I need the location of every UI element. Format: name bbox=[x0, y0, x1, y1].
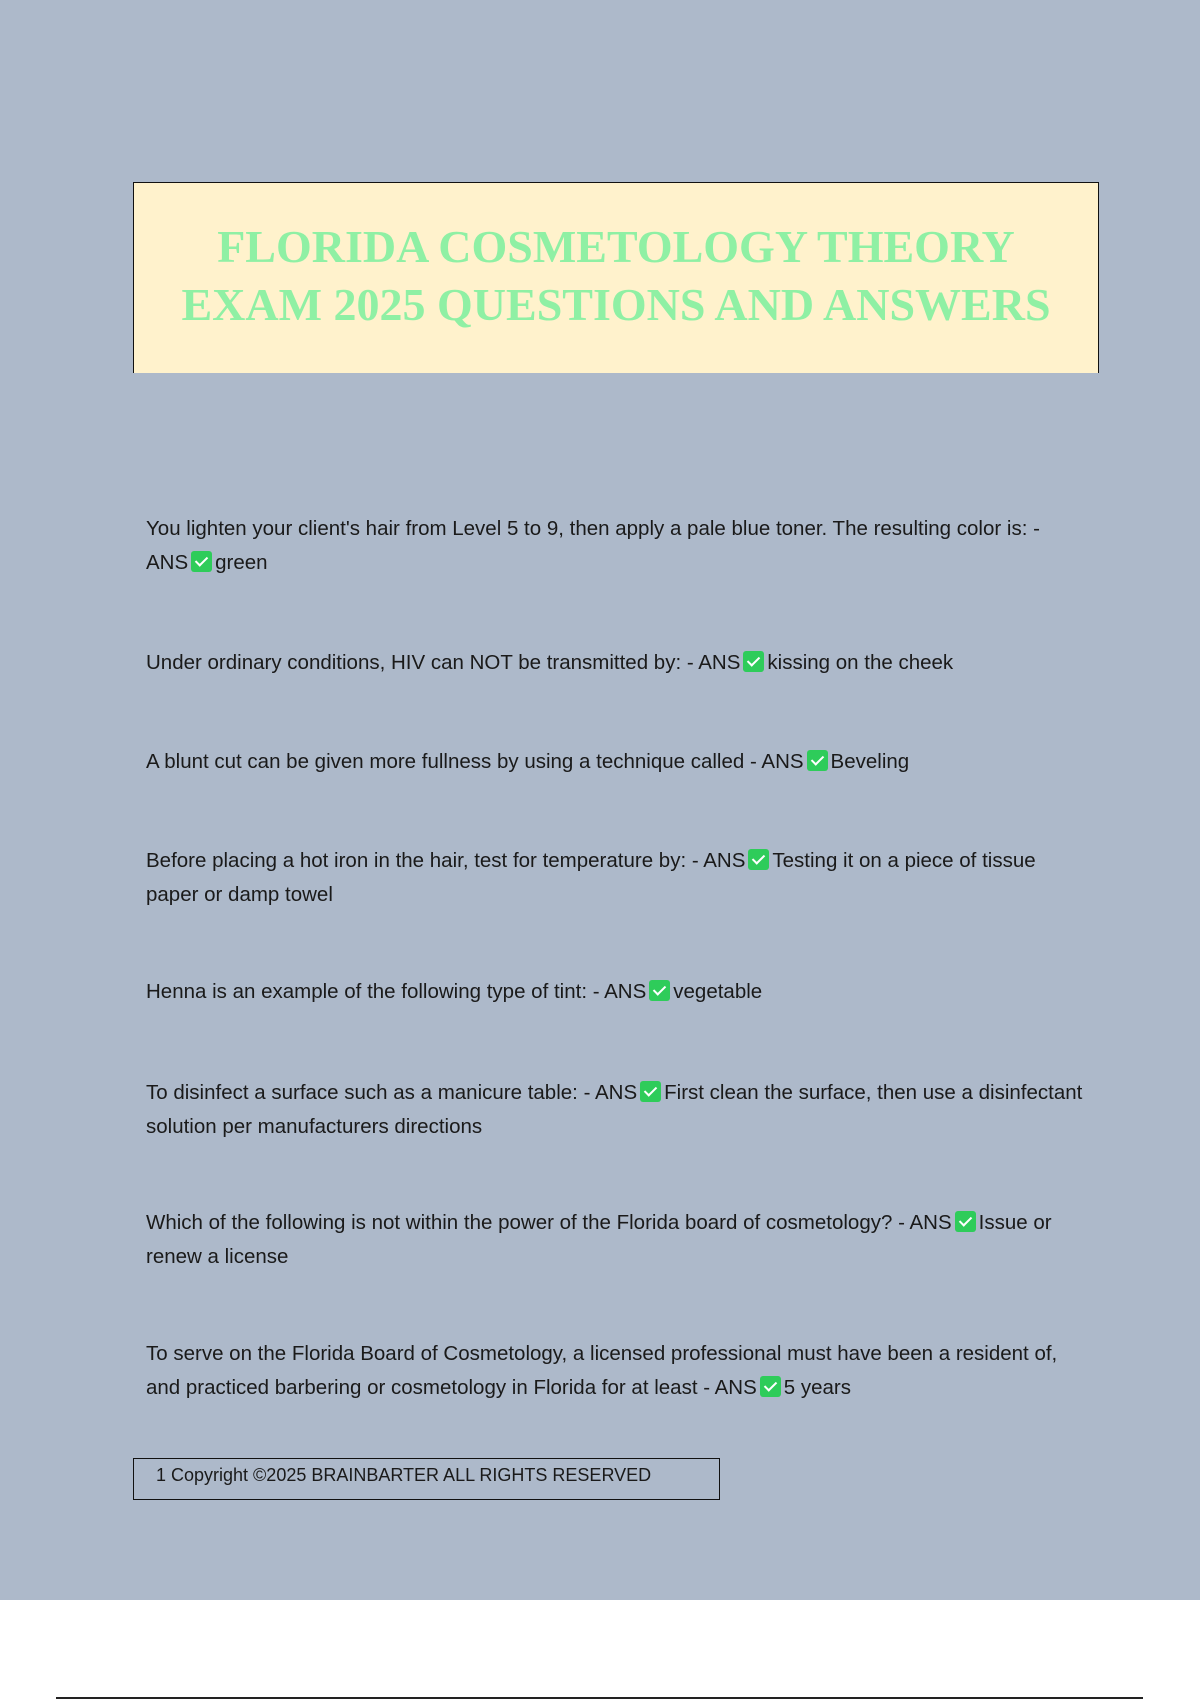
answer-text: Testing it on a piece of tissue paper or damp towel bbox=[146, 849, 1036, 906]
check-mark-icon bbox=[807, 750, 828, 771]
question-text: You lighten your client's hair from Level 5 to 9, then apply a pale blue toner. The resulting color is: bbox=[146, 517, 1028, 540]
qa-item bbox=[146, 975, 1086, 1009]
question-text: Before placing a hot iron in the hair, test for temperature by: bbox=[146, 849, 687, 872]
answer-text: 5 years bbox=[783, 1376, 851, 1399]
check-mark-icon bbox=[191, 551, 212, 572]
answer-marker: - ANS bbox=[686, 651, 741, 674]
answer-text: vegetable bbox=[673, 980, 763, 1003]
qa-item bbox=[146, 1206, 1086, 1274]
answer-text: kissing on the cheek bbox=[767, 651, 954, 674]
qa-item bbox=[146, 1337, 1086, 1405]
copyright-text: 1 Copyright ©2025 BRAINBARTER ALL RIGHTS RESERVED bbox=[156, 1465, 652, 1485]
check-mark-icon bbox=[760, 1376, 781, 1397]
copyright-footer bbox=[133, 1458, 720, 1500]
question-text: Henna is an example of the following type of tint: bbox=[146, 980, 588, 1003]
answer-text: First clean the surface, then use a disinfectant solution per manufacturers directions bbox=[146, 1081, 1083, 1138]
answer-marker: - ANS bbox=[750, 750, 804, 773]
title-banner bbox=[133, 182, 1099, 373]
check-mark-icon bbox=[640, 1081, 661, 1102]
answer-marker: - ANS bbox=[146, 517, 1040, 574]
check-mark-icon bbox=[955, 1211, 976, 1232]
question-text: A blunt cut can be given more fullness by using a technique called bbox=[146, 750, 745, 773]
answer-marker: - ANS bbox=[583, 1081, 638, 1104]
qa-item bbox=[146, 844, 1086, 912]
question-text: Under ordinary conditions, HIV can NOT be transmitted by: bbox=[146, 651, 682, 674]
answer-marker: - ANS bbox=[898, 1211, 952, 1234]
qa-item bbox=[146, 745, 1086, 779]
check-mark-icon bbox=[748, 849, 769, 870]
qa-item bbox=[146, 512, 1086, 580]
answer-marker: - ANS bbox=[592, 980, 647, 1003]
page-divider bbox=[56, 1697, 1143, 1699]
answer-text: Beveling bbox=[830, 750, 910, 773]
check-mark-icon bbox=[649, 980, 670, 1001]
question-text: To disinfect a surface such as a manicure table: bbox=[146, 1081, 578, 1104]
qa-item bbox=[146, 646, 1086, 680]
document-title: FLORIDA COSMETOLOGY THEORY EXAM 2025 QUESTIONS AND ANSWERS bbox=[181, 221, 1051, 330]
answer-text: Issue or renew a license bbox=[146, 1211, 1052, 1268]
question-text: Which of the following is not within the power of the Florida board of cosmetology? bbox=[146, 1211, 893, 1234]
answer-marker: - ANS bbox=[691, 849, 746, 872]
answer-text: green bbox=[215, 551, 268, 574]
question-text: To serve on the Florida Board of Cosmetology, a licensed professional must have been a resident of, and practiced barbering or cosmetology in Florida for at least bbox=[146, 1342, 1058, 1399]
check-mark-icon bbox=[743, 651, 764, 672]
qa-item bbox=[146, 1076, 1086, 1144]
answer-marker: - ANS bbox=[703, 1376, 757, 1399]
